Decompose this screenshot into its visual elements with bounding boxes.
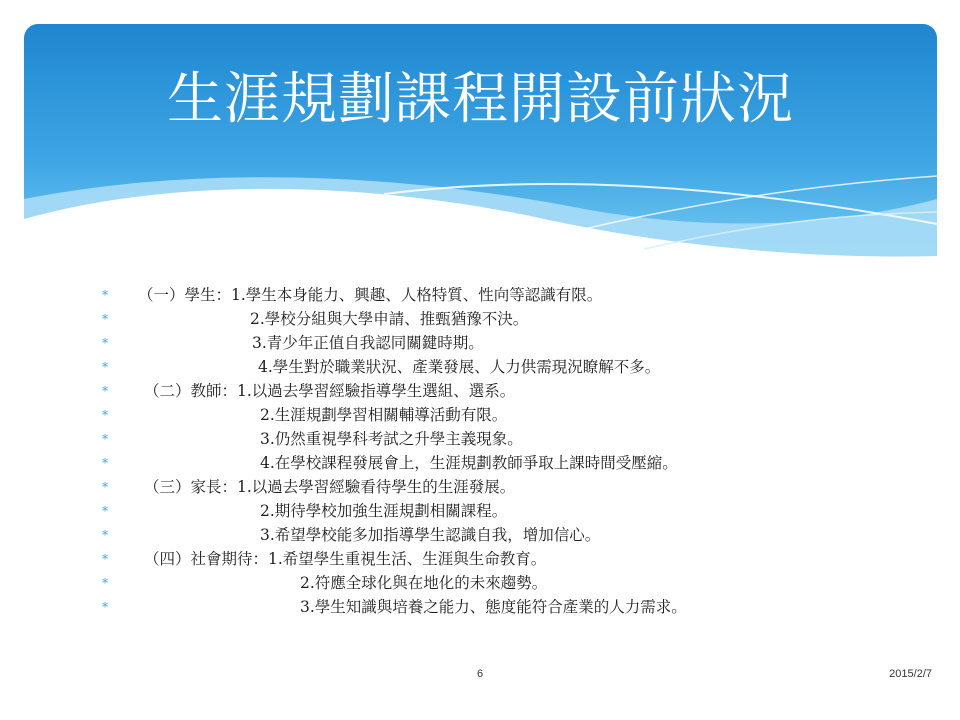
list-item-text: 2.生涯規劃學習相關輔導活動有限。 — [260, 406, 508, 424]
list-item — [102, 331, 922, 355]
bullet-icon: * — [102, 360, 108, 374]
bullet-icon: * — [102, 336, 108, 350]
list-item — [102, 547, 922, 571]
list-item-text: 4.在學校課程發展會上，生涯規劃教師爭取上課時間受壓縮。 — [260, 454, 678, 472]
list-item — [102, 379, 922, 403]
list-item-text: 3.青少年正值自我認同關鍵時期。 — [252, 334, 484, 352]
bullet-icon: * — [102, 480, 108, 494]
list-item-text: 4.學生對於職業狀況、產業發展、人力供需現況瞭解不多。 — [258, 358, 661, 376]
list-item-text: （二）教師：1.以過去學習經驗指導學生選組、選系。 — [144, 382, 516, 400]
bullet-icon: * — [102, 384, 108, 398]
bullet-icon: * — [102, 408, 108, 422]
list-item — [102, 595, 922, 619]
list-item-text: 3.仍然重視學科考試之升學主義現象。 — [260, 430, 523, 448]
list-item — [102, 523, 922, 547]
bullet-icon: * — [102, 288, 108, 302]
page-number: 6 — [476, 668, 484, 680]
list-item-text: 3.希望學校能多加指導學生認識自我，增加信心。 — [260, 526, 601, 544]
list-item — [102, 403, 922, 427]
list-item — [102, 355, 922, 379]
bullet-icon: * — [102, 576, 108, 590]
list-item-text: 2.符應全球化與在地化的未來趨勢。 — [300, 574, 548, 592]
bullet-icon: * — [102, 600, 108, 614]
bullet-icon: * — [102, 432, 108, 446]
list-item — [102, 475, 922, 499]
list-item — [102, 571, 922, 595]
list-item-text: 3.學生知識與培養之能力、態度能符合產業的人力需求。 — [300, 598, 687, 616]
list-item-text: 2.學校分組與大學申請、推甄猶豫不決。 — [250, 310, 529, 328]
bullet-icon: * — [102, 504, 108, 518]
list-item — [102, 283, 922, 307]
bullet-icon: * — [102, 312, 108, 326]
list-item-text: 2.期待學校加強生涯規劃相關課程。 — [260, 502, 508, 520]
list-item — [102, 307, 922, 331]
bullet-icon: * — [102, 552, 108, 566]
bullet-icon: * — [102, 528, 108, 542]
slide-title: 生涯規劃課程開設前狀況 — [167, 67, 794, 132]
bullet-icon: * — [102, 456, 108, 470]
list-item — [102, 499, 922, 523]
list-item-text: （三）家長：1.以過去學習經驗看待學生的生涯發展。 — [144, 478, 516, 496]
slide-date: 2015/2/7 — [889, 668, 932, 680]
list-item-text: （一）學生：1.學生本身能力、興趣、人格特質、性向等認識有限。 — [138, 286, 603, 304]
list-item — [102, 427, 922, 451]
bullet-list — [102, 283, 922, 619]
list-item-text: （四）社會期待：1.希望學生重視生活、生涯與生命教育。 — [144, 550, 547, 568]
list-item — [102, 451, 922, 475]
